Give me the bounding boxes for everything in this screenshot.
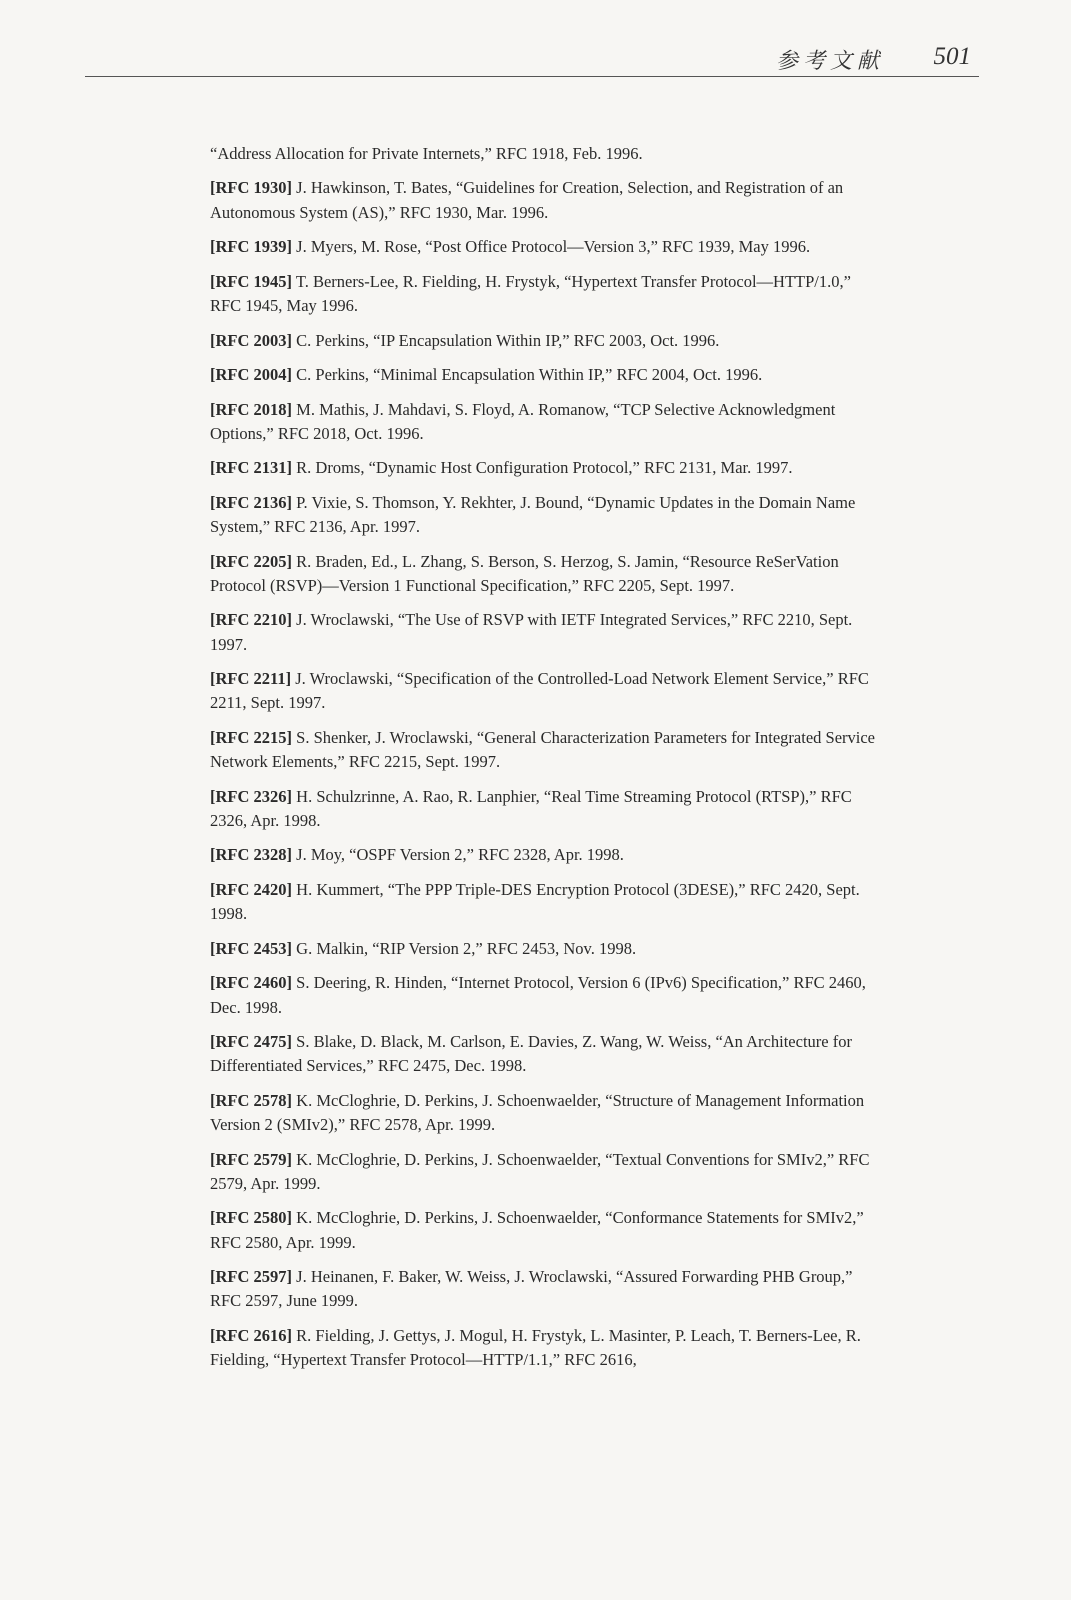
reference-entry — [210, 176, 875, 225]
reference-key: [RFC 2597] — [210, 1267, 293, 1287]
reference-text: M. Mathis, J. Mahdavi, S. Floyd, A. Romanow, “TCP Selective Acknowledgment Options,” RFC 2018, Oct. 1996. — [210, 399, 836, 443]
reference-key: [RFC 2210] — [210, 610, 293, 630]
reference-entry — [210, 363, 875, 387]
reference-entry — [210, 1030, 875, 1079]
reference-entry — [210, 971, 875, 1020]
reference-key: [RFC 2003] — [210, 330, 293, 350]
reference-text: “Address Allocation for Private Internets,” RFC 1918, Feb. 1996. — [210, 144, 643, 163]
reference-entry — [210, 726, 875, 775]
reference-text: K. McCloghrie, D. Perkins, J. Schoenwaelder, “Conformance Statements for SMIv2,” RFC 2580, Apr. 1999. — [210, 1208, 864, 1252]
reference-text: J. Hawkinson, T. Bates, “Guidelines for Creation, Selection, and Registration of an Autonomous System (AS),” RFC 1930, Mar. 1996. — [210, 178, 844, 222]
reference-text: J. Wroclawski, “Specification of the Controlled-Load Network Element Service,” RFC 2211, Sept. 1997. — [210, 669, 869, 713]
reference-entry — [210, 491, 875, 540]
reference-entry — [210, 1148, 875, 1197]
reference-text: K. McCloghrie, D. Perkins, J. Schoenwaelder, “Structure of Management Information Version 2 (SMIv2),” RFC 2578, Apr. 1999. — [210, 1090, 865, 1135]
reference-entry — [210, 329, 875, 353]
reference-entry — [210, 456, 875, 480]
reference-entry — [210, 235, 875, 259]
reference-list — [210, 142, 875, 1383]
reference-entry — [210, 1089, 875, 1138]
page-number: 501 — [933, 43, 971, 70]
reference-entry — [210, 1324, 875, 1373]
reference-text: H. Kummert, “The PPP Triple-DES Encryption Protocol (3DESE),” RFC 2420, Sept. 1998. — [210, 879, 860, 924]
reference-text: J. Wroclawski, “The Use of RSVP with IETF Integrated Services,” RFC 2210, Sept. 1997. — [210, 610, 853, 654]
reference-key: [RFC 1930] — [210, 178, 293, 198]
reference-text: P. Vixie, S. Thomson, Y. Rekhter, J. Bound, “Dynamic Updates in the Domain Name System,” RFC 2136, Apr. 1997. — [210, 492, 856, 537]
reference-text: C. Perkins, “IP Encapsulation Within IP,” RFC 2003, Oct. 1996. — [296, 330, 720, 350]
reference-key: [RFC 2460] — [210, 973, 293, 993]
reference-key: [RFC 2205] — [210, 551, 293, 571]
reference-entry — [210, 550, 875, 599]
reference-entry — [210, 270, 875, 319]
reference-text: R. Fielding, J. Gettys, J. Mogul, H. Frystyk, L. Masinter, P. Leach, T. Berners-Lee, R. Fielding, “Hypertext Transfer Protocol—HTTP/1.1,” RFC 2616, — [210, 1325, 861, 1370]
reference-text: T. Berners-Lee, R. Fielding, H. Frystyk, “Hypertext Transfer Protocol—HTTP/1.0,” RFC 1945, May 1996. — [210, 271, 851, 316]
reference-text: G. Malkin, “RIP Version 2,” RFC 2453, Nov. 1998. — [296, 938, 637, 958]
reference-text: R. Droms, “Dynamic Host Configuration Protocol,” RFC 2131, Mar. 1997. — [296, 458, 793, 478]
reference-text: J. Heinanen, F. Baker, W. Weiss, J. Wroclawski, “Assured Forwarding PHB Group,” RFC 2597, June 1999. — [210, 1267, 853, 1311]
reference-text: H. Schulzrinne, A. Rao, R. Lanphier, “Real Time Streaming Protocol (RTSP),” RFC 2326, Apr. 1998. — [210, 786, 852, 830]
reference-entry — [210, 843, 875, 867]
reference-entry — [210, 142, 875, 166]
reference-key: [RFC 2616] — [210, 1325, 293, 1345]
reference-entry — [210, 878, 875, 927]
reference-text: C. Perkins, “Minimal Encapsulation Within IP,” RFC 2004, Oct. 1996. — [296, 365, 763, 385]
reference-entry — [210, 937, 875, 961]
reference-text: S. Deering, R. Hinden, “Internet Protocol, Version 6 (IPv6) Specification,” RFC 2460, Dec. 1998. — [210, 973, 866, 1017]
reference-key: [RFC 2131] — [210, 458, 293, 478]
reference-key: [RFC 2136] — [210, 492, 293, 512]
reference-text: S. Blake, D. Black, M. Carlson, E. Davies, Z. Wang, W. Weiss, “An Architecture for Differentiated Services,” RFC 2475, Dec. 1998. — [210, 1031, 852, 1076]
reference-key: [RFC 2579] — [210, 1149, 293, 1169]
reference-key: [RFC 2578] — [210, 1090, 293, 1110]
reference-entry — [210, 667, 875, 716]
reference-key: [RFC 2453] — [210, 938, 293, 958]
section-title: 参考文献 — [775, 49, 884, 74]
reference-key: [RFC 2328] — [210, 845, 293, 865]
reference-key: [RFC 2580] — [210, 1208, 293, 1228]
reference-key: [RFC 2326] — [210, 786, 293, 806]
reference-text: S. Shenker, J. Wroclawski, “General Characterization Parameters for Integrated Service Network Elements,” RFC 2215, Sept. 1997. — [210, 727, 876, 772]
reference-key: [RFC 2475] — [210, 1031, 293, 1051]
reference-entry — [210, 608, 875, 657]
page-header — [85, 40, 979, 77]
reference-text: J. Myers, M. Rose, “Post Office Protocol—Version 3,” RFC 1939, May 1996. — [296, 237, 811, 257]
reference-entry — [210, 1206, 875, 1255]
reference-key: [RFC 1939] — [210, 237, 293, 257]
reference-key: [RFC 2215] — [210, 727, 293, 747]
reference-text: K. McCloghrie, D. Perkins, J. Schoenwaelder, “Textual Conventions for SMIv2,” RFC 2579, Apr. 1999. — [210, 1149, 870, 1193]
reference-key: [RFC 2211] — [210, 669, 292, 689]
reference-key: [RFC 2004] — [210, 365, 293, 385]
reference-text: J. Moy, “OSPF Version 2,” RFC 2328, Apr. 1998. — [296, 845, 624, 865]
reference-key: [RFC 2018] — [210, 399, 293, 419]
reference-entry — [210, 398, 875, 447]
reference-entry — [210, 1265, 875, 1314]
reference-key: [RFC 1945] — [210, 271, 293, 291]
reference-entry — [210, 785, 875, 834]
reference-key: [RFC 2420] — [210, 879, 293, 899]
reference-text: R. Braden, Ed., L. Zhang, S. Berson, S. Herzog, S. Jamin, “Resource ReSerVation Protocol (RSVP)—Version 1 Functional Specification,” RFC 2205, Sept. 1997. — [210, 551, 839, 595]
